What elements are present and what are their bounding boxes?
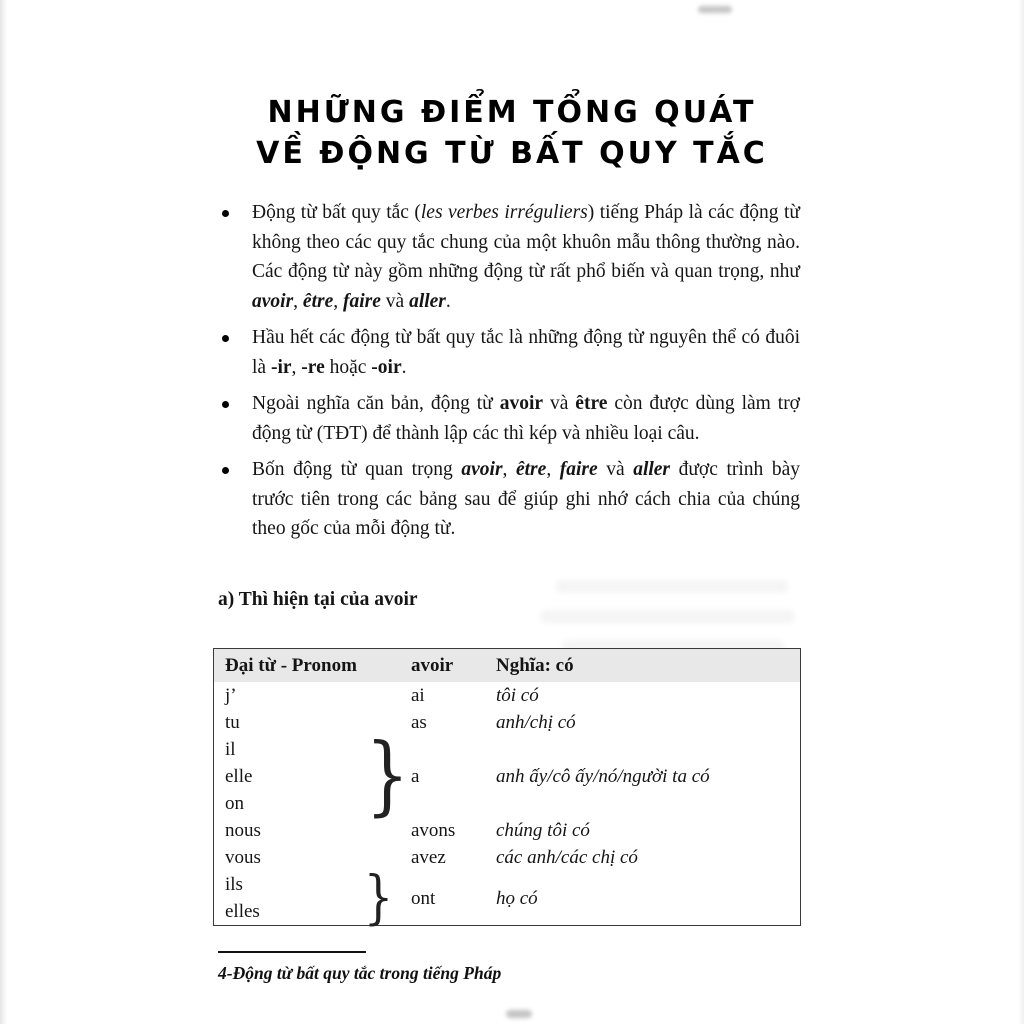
table-header-row xyxy=(214,649,800,682)
bullet-text: Bốn động từ quan trọng avoir, être, faire và aller được trình bày trước tiên trong các bảng sau để giúp ghi nhớ cách chia của chúng theo gốc của mỗi động từ. xyxy=(252,459,800,539)
bullet-item xyxy=(222,323,800,382)
bullet-list xyxy=(222,198,800,551)
footer-running-title: 4-Động từ bất quy tắc trong tiếng Pháp xyxy=(218,963,502,983)
pronoun-cell: nous xyxy=(225,820,261,841)
page-title-line-1: NHỮNG ĐIỂM TỔNG QUÁT xyxy=(267,95,757,130)
meaning-cell: các anh/các chị có xyxy=(496,847,638,868)
verb-cell: avons xyxy=(411,820,456,841)
bullet-icon xyxy=(222,467,229,474)
table-row xyxy=(214,682,800,709)
meaning-cell: anh ấy/cô ấy/nó/người ta có xyxy=(496,766,710,787)
scan-artifact xyxy=(556,580,788,593)
meaning-cell: họ có xyxy=(496,887,538,909)
meaning-cell: anh/chị có xyxy=(496,712,576,733)
verb-cell: as xyxy=(411,712,427,733)
verb-cell: avez xyxy=(411,847,446,868)
footer-rule xyxy=(218,951,366,953)
bullet-icon xyxy=(222,210,229,217)
pronoun-cell: tu xyxy=(225,712,240,733)
conjugation-table xyxy=(213,648,801,931)
scan-artifact xyxy=(698,6,732,13)
pronoun-line: elles xyxy=(225,901,260,922)
bullet-text: Ngoài nghĩa căn bản, động từ avoir và être còn được dùng làm trợ động từ (TĐT) để thành lập các thì kép và nhiều loại câu. xyxy=(252,393,800,444)
table-row xyxy=(214,817,800,844)
scan-artifact xyxy=(506,1010,532,1018)
meaning-cell: tôi có xyxy=(496,685,539,706)
bullet-icon xyxy=(222,335,229,342)
scan-artifact xyxy=(540,610,795,623)
verb-cell: a xyxy=(411,766,420,787)
bullet-text: Động từ bất quy tắc (les verbes irréguliers) tiếng Pháp là các động từ không theo các quy tắc chung của một khuôn mẫu thông thường nào. Các động từ này gồm những động từ rất phổ biến và quan trọng, như avoir, être, faire và aller. xyxy=(252,202,800,312)
column-header-pronoun: Đại từ - Pronom xyxy=(225,655,357,676)
pronoun-line: ils xyxy=(225,874,243,895)
bullet-text: Hầu hết các động từ bất quy tắc là những động từ nguyên thể có đuôi là -ir, -re hoặc -oir. xyxy=(252,327,800,378)
table-row-group xyxy=(214,724,800,825)
bullet-item xyxy=(222,389,800,448)
column-header-meaning: Nghĩa: có xyxy=(496,655,574,676)
brace-icon: } xyxy=(365,724,410,825)
pronoun-cell: j’ xyxy=(225,685,237,706)
bullet-item xyxy=(222,455,800,544)
bullet-icon xyxy=(222,401,229,408)
table-row-group xyxy=(214,862,800,931)
table-row xyxy=(214,844,800,871)
brace-icon: } xyxy=(363,862,394,931)
pronoun-line: il xyxy=(225,739,236,760)
pronoun-line: on xyxy=(225,793,244,814)
pronoun-cell: vous xyxy=(225,847,261,868)
page-title xyxy=(0,92,1024,174)
meaning-cell: chúng tôi có xyxy=(496,820,590,841)
verb-cell: ont xyxy=(411,887,436,909)
page-title-line-2: VỀ ĐỘNG TỪ BẤT QUY TẮC xyxy=(256,136,768,171)
column-header-verb: avoir xyxy=(411,655,454,676)
pronoun-line: elle xyxy=(225,766,253,787)
table-row xyxy=(214,709,800,736)
bullet-item xyxy=(222,198,800,316)
section-heading: a) Thì hiện tại của avoir xyxy=(218,589,418,610)
verb-cell: ai xyxy=(411,685,425,706)
